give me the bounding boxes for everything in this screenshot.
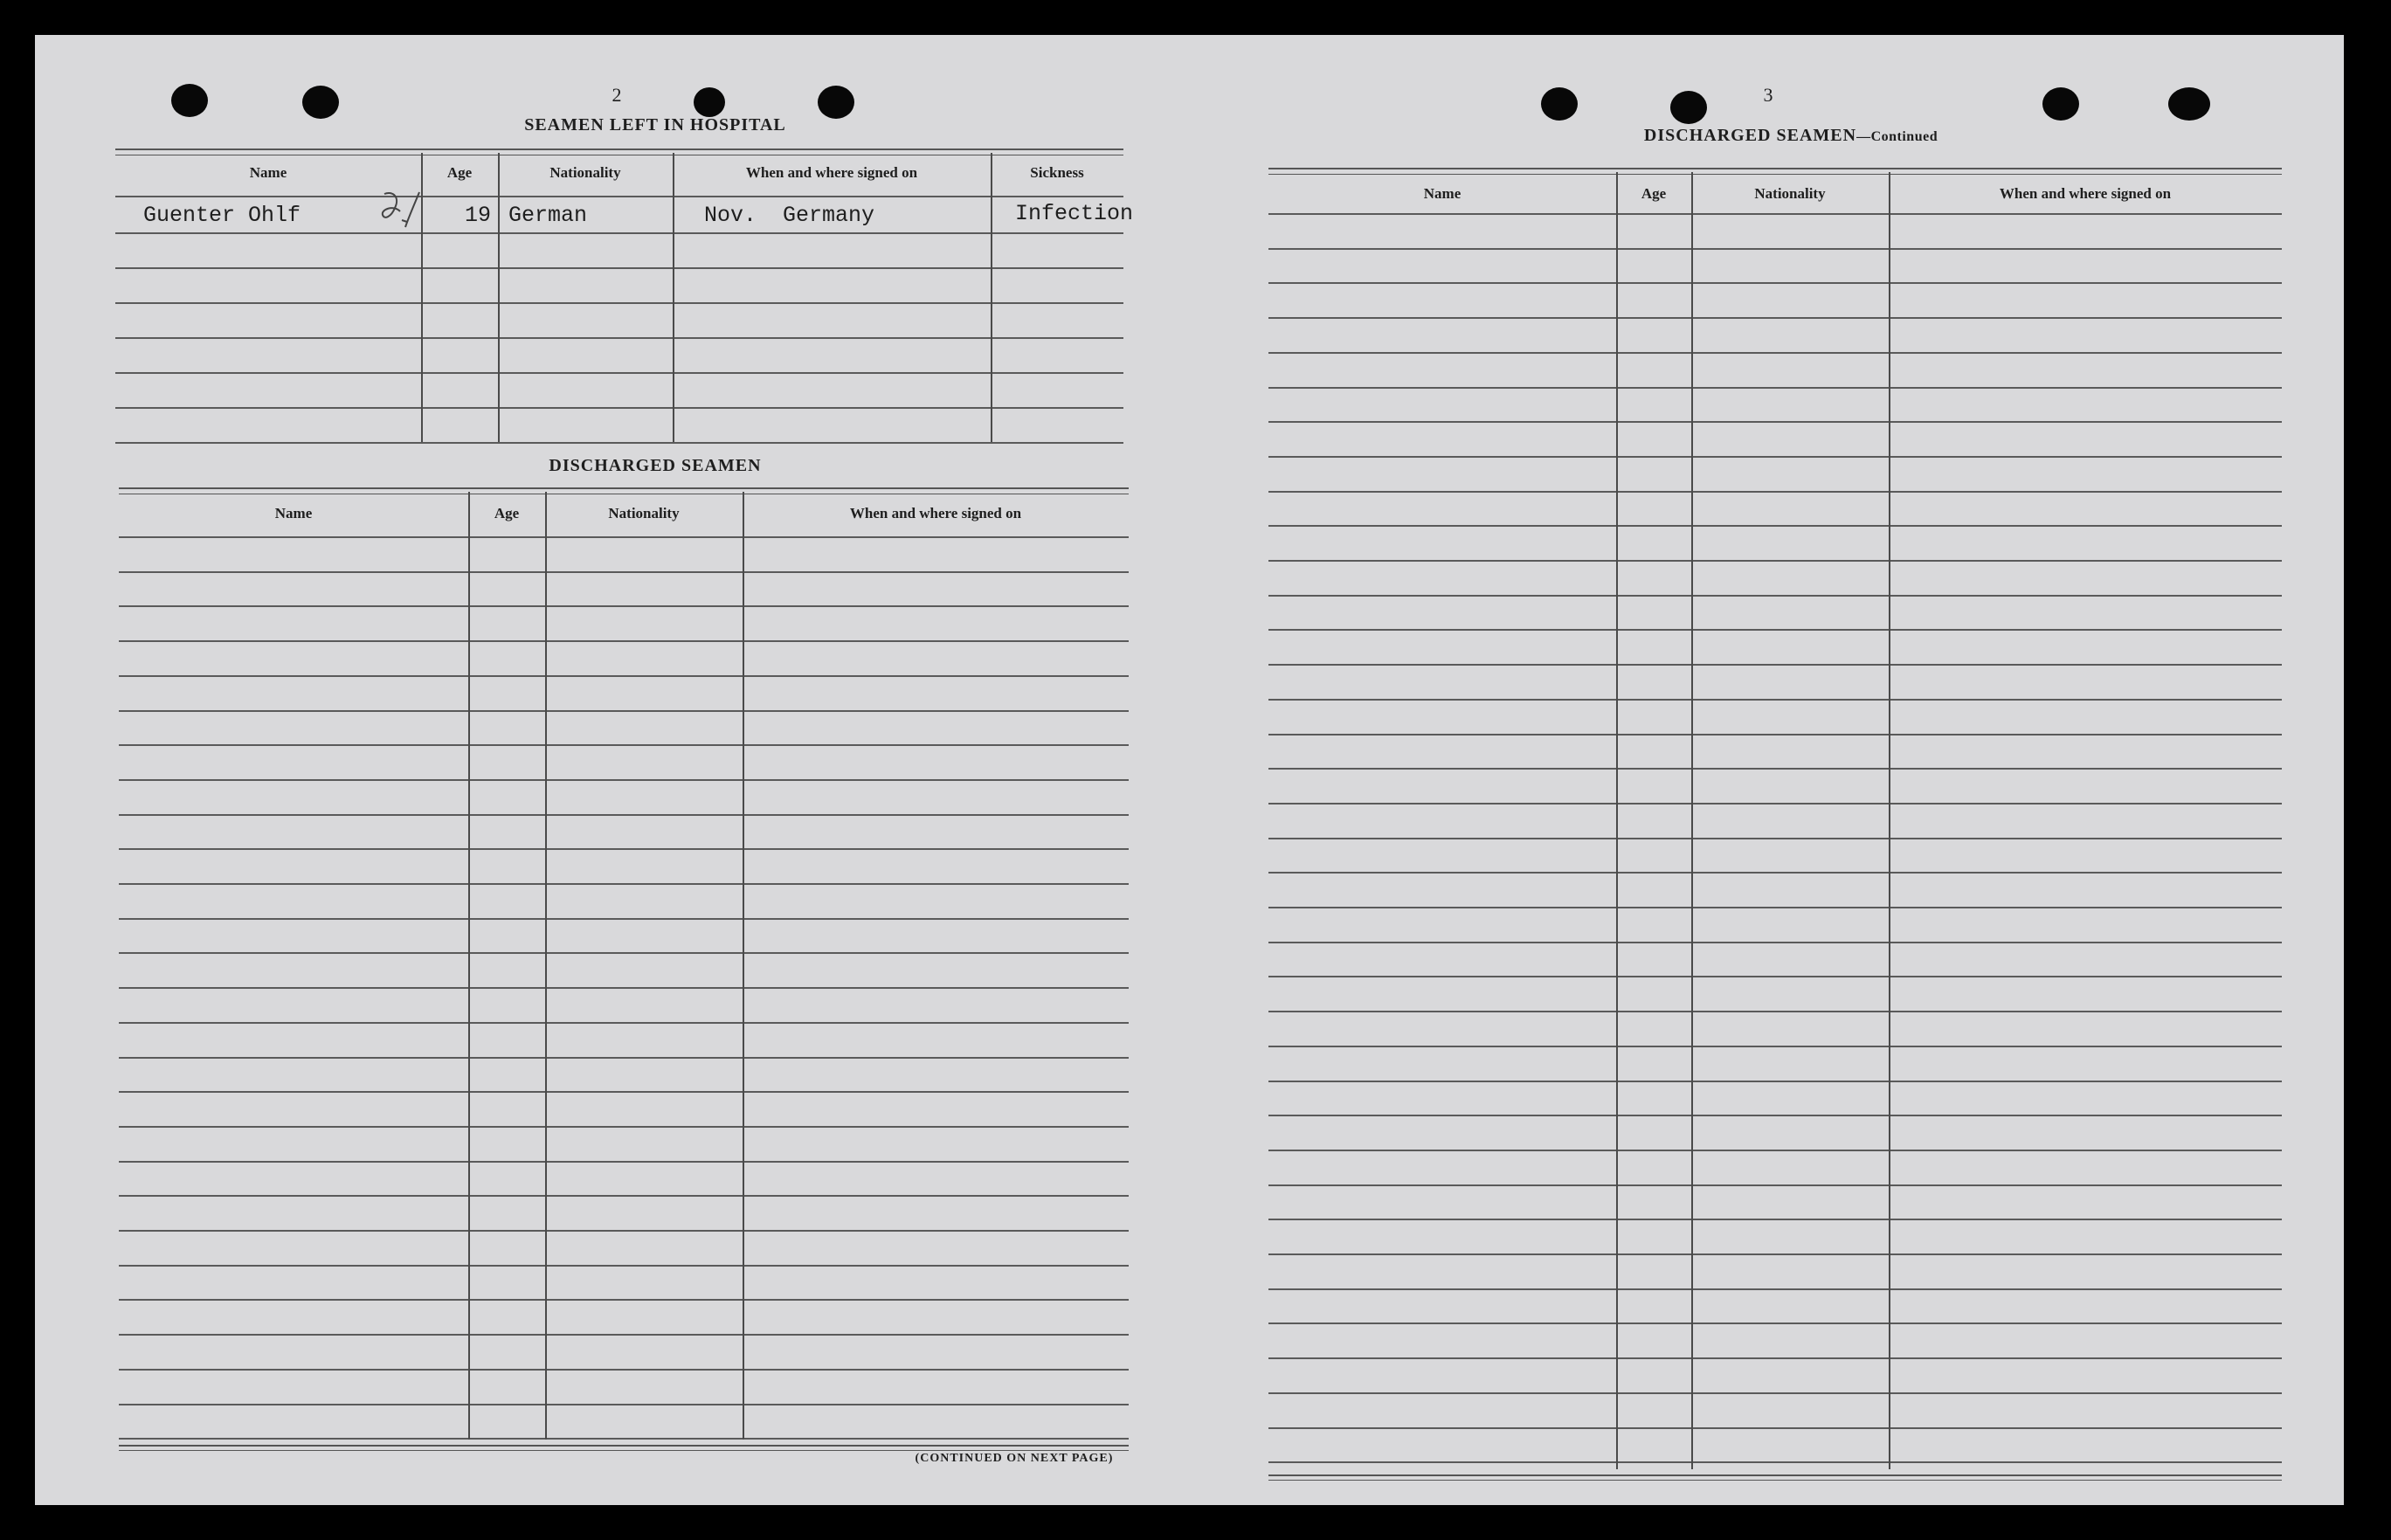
ruled-line [1268, 1219, 2282, 1220]
table-bottom-rule [119, 1445, 1129, 1451]
ruled-line [119, 710, 1129, 712]
table-bottom-rule [1268, 1474, 2282, 1481]
ruled-line [119, 1299, 1129, 1301]
ruled-line [119, 1195, 1129, 1197]
col-header-nationality: Nationality [1754, 185, 1826, 202]
ruled-line [119, 1265, 1129, 1267]
punch-hole [1541, 87, 1578, 121]
continued-footer: (CONTINUED ON NEXT PAGE) [915, 1452, 1114, 1465]
ruled-line [1268, 560, 2282, 562]
hospital-table [115, 148, 1134, 480]
ruled-line [1268, 1322, 2282, 1324]
ruled-line [1268, 491, 2282, 493]
punch-hole [2168, 87, 2210, 121]
ruled-line [1268, 1184, 2282, 1186]
ruled-line [1268, 942, 2282, 943]
seaman-age: 19 [465, 203, 492, 228]
ruled-line [119, 1334, 1129, 1336]
ruled-line [1268, 1046, 2282, 1047]
col-header-signed-on: When and where signed on [1999, 185, 2172, 202]
ruled-line [1268, 595, 2282, 597]
seaman-signed-on: Nov. Germany [704, 203, 875, 228]
ruled-line [1268, 1288, 2282, 1290]
ruled-line [1268, 456, 2282, 458]
ruled-line [1268, 803, 2282, 805]
ruled-line [119, 1057, 1129, 1059]
discharged-table [119, 487, 1129, 1483]
ruled-line [119, 1126, 1129, 1128]
seaman-sickness: Infection [1015, 201, 1134, 226]
ruled-line [119, 952, 1129, 954]
ruled-line [1268, 699, 2282, 701]
ruled-line [1268, 1253, 2282, 1255]
discharged-section-title: DISCHARGED SEAMEN [549, 456, 762, 475]
ruled-line [1268, 838, 2282, 839]
ruled-line [119, 571, 1129, 573]
ruled-line [1268, 872, 2282, 874]
column-divider [1889, 172, 1890, 1469]
col-header-name: Name [249, 164, 287, 181]
column-divider [1616, 172, 1618, 1469]
punch-hole [694, 87, 725, 117]
title-main: DISCHARGED SEAMEN [1643, 126, 1857, 145]
seaman-name: Guenter Ohlf [143, 203, 301, 228]
col-header-sickness: Sickness [1030, 164, 1084, 181]
ruled-line [1268, 213, 2282, 215]
ruled-line [119, 779, 1129, 781]
ruled-line [1268, 1357, 2282, 1359]
ruled-line [1268, 317, 2282, 319]
ruled-line [119, 1022, 1129, 1024]
ruled-line [119, 883, 1129, 885]
ruled-line [1268, 1427, 2282, 1429]
ruled-line [1268, 387, 2282, 389]
punch-hole [302, 86, 339, 119]
ruled-line [1268, 976, 2282, 977]
ruled-line [119, 1369, 1129, 1371]
col-header-signed-on: When and where signed on [849, 505, 1022, 521]
page-number: 2 [612, 84, 622, 106]
ruled-line [119, 605, 1129, 607]
ruled-line [119, 1161, 1129, 1163]
hospital-section-title: SEAMEN LEFT IN HOSPITAL [524, 115, 786, 135]
column-divider [545, 492, 547, 1440]
ruled-line [1268, 1081, 2282, 1082]
ruled-line [1268, 1115, 2282, 1116]
ruled-line [1268, 525, 2282, 527]
seaman-nationality: German [508, 203, 588, 228]
ruled-line [1268, 352, 2282, 354]
punch-hole [171, 84, 208, 117]
col-header-nationality: Nationality [549, 164, 621, 181]
ruled-line [1268, 664, 2282, 666]
column-divider [468, 492, 470, 1440]
discharged-continued-title [1581, 126, 2001, 146]
col-header-age: Age [446, 164, 473, 181]
ruled-line [1268, 421, 2282, 423]
col-header-age: Age [1641, 185, 1667, 202]
ruled-line [1268, 1150, 2282, 1151]
ruled-line [119, 675, 1129, 677]
ruled-line [119, 744, 1129, 746]
punch-hole [1670, 91, 1707, 124]
ruled-line [119, 918, 1129, 920]
ruled-line [1268, 734, 2282, 735]
ruled-line [119, 1438, 1129, 1440]
col-header-signed-on: When and where signed on [745, 164, 918, 181]
ruled-line [1268, 1011, 2282, 1012]
document-page [35, 35, 2344, 1505]
column-divider [1691, 172, 1693, 1469]
ruled-line [1268, 248, 2282, 250]
ruled-line [1268, 282, 2282, 284]
ruled-line [119, 814, 1129, 816]
ruled-line [119, 536, 1129, 538]
col-header-nationality: Nationality [608, 505, 680, 521]
ruled-line [1268, 1461, 2282, 1463]
page-number: 3 [1763, 84, 1773, 106]
ruled-line [119, 1404, 1129, 1405]
col-header-name: Name [1423, 185, 1462, 202]
ruled-line [1268, 629, 2282, 631]
punch-hole [818, 86, 854, 119]
column-divider [743, 492, 744, 1440]
ruled-line [119, 1091, 1129, 1093]
discharged-continued-table [1268, 168, 2282, 1481]
punch-hole [2042, 87, 2079, 121]
handwritten-initials [377, 185, 430, 243]
ruled-line [119, 640, 1129, 642]
col-header-name: Name [274, 505, 313, 521]
title-suffix: —Continued [1856, 129, 1938, 144]
col-header-age: Age [494, 505, 520, 521]
ruled-line [1268, 768, 2282, 770]
ruled-line [119, 848, 1129, 850]
ruled-line [1268, 907, 2282, 908]
ruled-line [119, 987, 1129, 989]
ruled-line [119, 1230, 1129, 1232]
ruled-line [1268, 1392, 2282, 1394]
